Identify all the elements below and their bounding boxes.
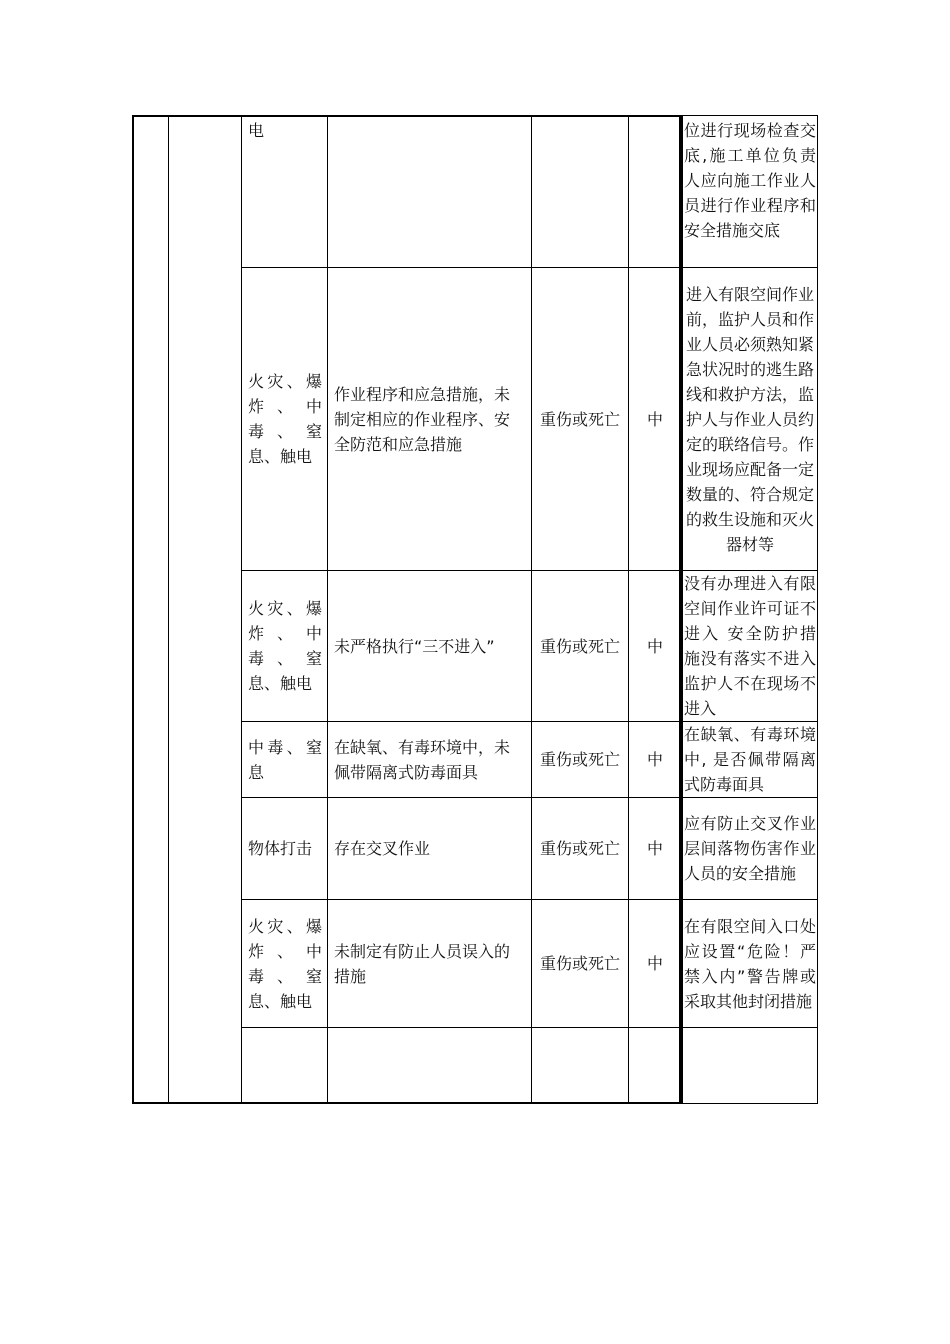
consequence-cell: 重伤或死亡: [540, 839, 621, 858]
consequence-cell: 重伤或死亡: [540, 954, 621, 973]
cause-cell: 未制定有防止人员误入的措施: [334, 941, 511, 986]
table-row: [683, 118, 817, 267]
consequence-wrapper: [532, 268, 628, 570]
level-wrapper: [629, 722, 681, 797]
risk-level-cell: 中: [646, 954, 663, 973]
cause-wrapper: [330, 722, 529, 797]
level-wrapper: [629, 798, 681, 899]
table-row: [244, 900, 326, 1027]
hazard-cell: 电: [248, 121, 265, 140]
measure-cell: 没有办理进入有限空间作业许可证不进入 安全防护措施没有落实不进入 监护人不在现场不进入: [684, 574, 816, 718]
hazard-cell: 物体打击: [248, 839, 313, 858]
column-divider: [327, 115, 328, 1104]
level-wrapper: [629, 268, 681, 570]
hazard-cell: 中毒、窒息: [248, 737, 322, 782]
table-row: [244, 118, 326, 267]
level-wrapper: [629, 571, 681, 721]
column-divider: [241, 115, 242, 1104]
measure-wrapper: [683, 268, 817, 570]
measure-wrapper: [683, 1028, 817, 1103]
cause-cell: 未严格执行“三不进入”: [334, 636, 495, 656]
measure-wrapper: [683, 571, 817, 721]
hazard-cell: 火灾、爆炸、中毒、窒息、触电: [248, 599, 322, 693]
risk-level-cell: 中: [646, 750, 663, 769]
measure-wrapper: [683, 798, 817, 899]
hazard-cell: 火灾、爆炸、中毒、窒息、触电: [248, 916, 322, 1011]
table-row: [244, 268, 326, 570]
measure-cell: 在缺氧、有毒环境中, 是否佩带隔离式防毒面具: [684, 725, 816, 794]
consequence-cell: 重伤或死亡: [540, 750, 621, 769]
table-row: [244, 571, 326, 721]
cause-wrapper: [330, 900, 529, 1027]
table-row: [244, 722, 326, 797]
cause-cell: 在缺氧、有毒环境中，未佩带隔离式防毒面具: [334, 737, 511, 782]
cause-wrapper: [330, 571, 529, 721]
column-divider: [168, 115, 169, 1104]
cause-cell: 存在交叉作业: [334, 839, 431, 858]
cause-wrapper: [330, 798, 529, 899]
measure-cell: 进入有限空间作业前，监护人员和作业人员必须熟知紧急状况时的逃生路线和救护方法，监护人与作业人员约定的联络信号。作业现场应配备一定数量的、符合规定的救生设施和灭火器材等: [685, 284, 814, 554]
level-wrapper: [629, 900, 681, 1027]
hazard-cell: 火灾、爆炸、中毒、窒息、触电: [248, 372, 322, 466]
cause-cell: 作业程序和应急措施，未制定相应的作业程序、安全防范和应急措施: [334, 384, 511, 454]
measure-cell: 位进行现场检查交底,施工单位负责人应向施工作业人员进行作业程序和安全措施交底: [684, 121, 816, 240]
table-row: [244, 798, 326, 899]
consequence-wrapper: [532, 571, 628, 721]
risk-level-cell: 中: [646, 636, 663, 656]
consequence-cell: 重伤或死亡: [540, 409, 621, 429]
risk-level-cell: 中: [646, 839, 663, 858]
consequence-wrapper: [532, 798, 628, 899]
risk-level-cell: 中: [646, 409, 663, 429]
consequence-wrapper: [532, 900, 628, 1027]
measure-cell: 应有防止交叉作业层间落物伤害作业人员的安全措施: [684, 814, 816, 883]
consequence-wrapper: [532, 722, 628, 797]
table-row: [244, 1028, 326, 1103]
measure-cell: 在有限空间入口处应设置“危险！严禁入内”警告牌或采取其他封闭措施: [684, 916, 816, 1011]
consequence-cell: 重伤或死亡: [540, 636, 621, 656]
measure-wrapper: [683, 722, 817, 797]
cause-wrapper: [330, 268, 529, 570]
measure-wrapper: [683, 900, 817, 1027]
